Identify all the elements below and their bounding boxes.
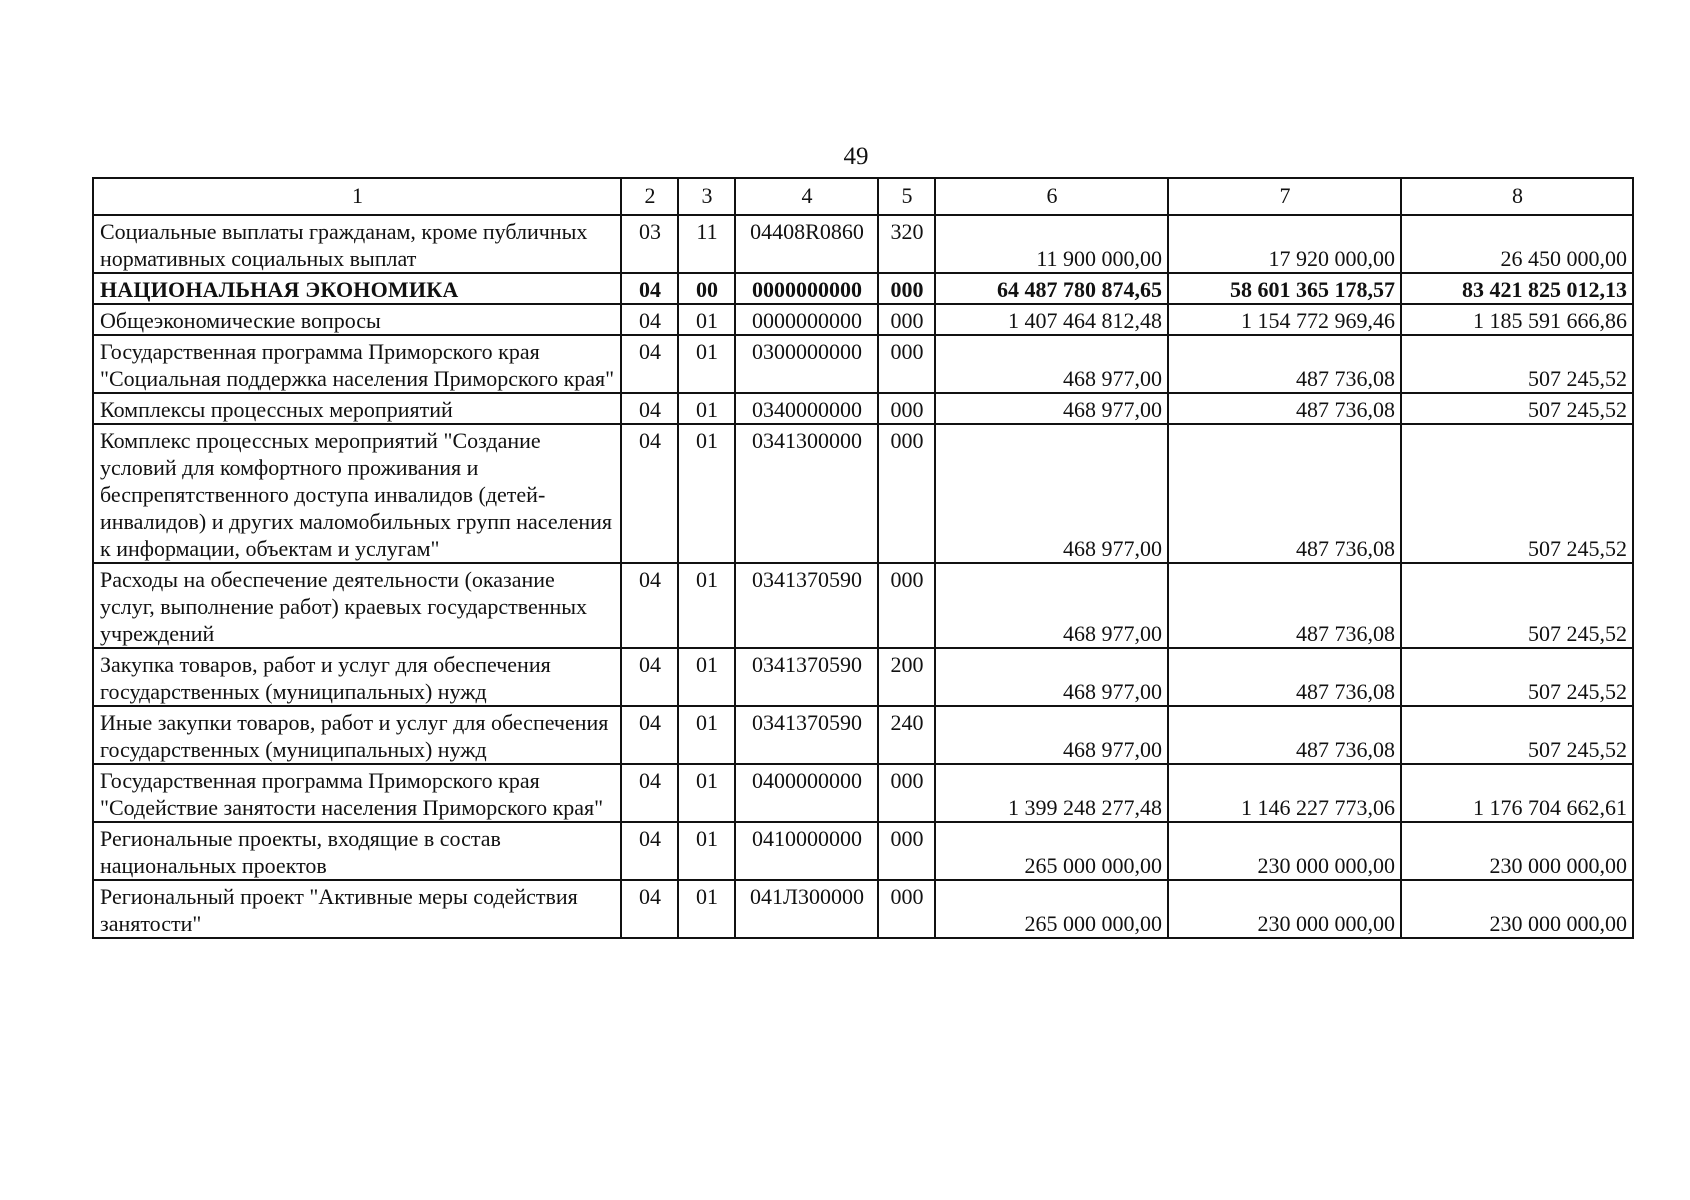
row-target-code: 0410000000 — [735, 822, 878, 880]
row-section: 04 — [621, 764, 678, 822]
row-section: 04 — [621, 335, 678, 393]
row-amount-col8: 507 245,52 — [1401, 393, 1633, 424]
row-amount-col8: 230 000 000,00 — [1401, 880, 1633, 938]
row-amount-col8: 1 176 704 662,61 — [1401, 764, 1633, 822]
row-amount-col6: 1 407 464 812,48 — [935, 304, 1168, 335]
row-amount-col7: 230 000 000,00 — [1168, 822, 1401, 880]
table-row — [93, 335, 1633, 393]
row-target-code: 0341370590 — [735, 648, 878, 706]
header-cell: 5 — [878, 178, 935, 215]
row-amount-col7: 58 601 365 178,57 — [1168, 273, 1401, 304]
row-amount-col8: 26 450 000,00 — [1401, 215, 1633, 273]
row-amount-col8: 507 245,52 — [1401, 424, 1633, 563]
table-row — [93, 215, 1633, 273]
table-row — [93, 764, 1633, 822]
row-amount-col7: 1 146 227 773,06 — [1168, 764, 1401, 822]
row-amount-col7: 17 920 000,00 — [1168, 215, 1401, 273]
header-cell: 2 — [621, 178, 678, 215]
row-subsection: 01 — [678, 424, 735, 563]
row-subsection: 01 — [678, 822, 735, 880]
table-row-section-total — [93, 273, 1633, 304]
row-target-code: 04408R0860 — [735, 215, 878, 273]
row-name: Расходы на обеспечение деятельности (оказание услуг, выполнение работ) краевых государственных учреждений — [93, 563, 621, 648]
row-target-code: 0000000000 — [735, 273, 878, 304]
header-cell: 8 — [1401, 178, 1633, 215]
row-section: 04 — [621, 648, 678, 706]
row-expense-type: 000 — [878, 335, 935, 393]
row-name: Региональные проекты, входящие в состав национальных проектов — [93, 822, 621, 880]
row-expense-type: 000 — [878, 304, 935, 335]
row-amount-col7: 487 736,08 — [1168, 563, 1401, 648]
row-amount-col6: 64 487 780 874,65 — [935, 273, 1168, 304]
table-row — [93, 424, 1633, 563]
row-amount-col8: 507 245,52 — [1401, 648, 1633, 706]
table-row — [93, 648, 1633, 706]
row-target-code: 0000000000 — [735, 304, 878, 335]
row-subsection: 01 — [678, 706, 735, 764]
row-amount-col6: 468 977,00 — [935, 706, 1168, 764]
row-name: Региональный проект "Активные меры содействия занятости" — [93, 880, 621, 938]
row-amount-col6: 468 977,00 — [935, 335, 1168, 393]
row-target-code: 041Л300000 — [735, 880, 878, 938]
row-target-code: 0341370590 — [735, 706, 878, 764]
row-subsection: 01 — [678, 393, 735, 424]
row-section: 04 — [621, 563, 678, 648]
row-amount-col7: 487 736,08 — [1168, 706, 1401, 764]
header-cell: 4 — [735, 178, 878, 215]
row-section: 04 — [621, 304, 678, 335]
row-name: Комплексы процессных мероприятий — [93, 393, 621, 424]
row-subsection: 11 — [678, 215, 735, 273]
row-target-code: 0400000000 — [735, 764, 878, 822]
row-amount-col6: 265 000 000,00 — [935, 880, 1168, 938]
row-subsection: 01 — [678, 304, 735, 335]
row-amount-col7: 487 736,08 — [1168, 424, 1401, 563]
row-expense-type: 240 — [878, 706, 935, 764]
row-name: НАЦИОНАЛЬНАЯ ЭКОНОМИКА — [93, 273, 621, 304]
row-amount-col8: 1 185 591 666,86 — [1401, 304, 1633, 335]
row-amount-col7: 487 736,08 — [1168, 393, 1401, 424]
row-section: 04 — [621, 393, 678, 424]
row-target-code: 0341370590 — [735, 563, 878, 648]
table-row — [93, 304, 1633, 335]
row-subsection: 00 — [678, 273, 735, 304]
row-subsection: 01 — [678, 335, 735, 393]
row-name: Иные закупки товаров, работ и услуг для обеспечения государственных (муниципальных) нужд — [93, 706, 621, 764]
table-row — [93, 706, 1633, 764]
header-cell: 3 — [678, 178, 735, 215]
row-expense-type: 000 — [878, 880, 935, 938]
row-amount-col7: 230 000 000,00 — [1168, 880, 1401, 938]
row-name: Закупка товаров, работ и услуг для обеспечения государственных (муниципальных) нужд — [93, 648, 621, 706]
row-name: Общеэкономические вопросы — [93, 304, 621, 335]
table-row — [93, 393, 1633, 424]
budget-table — [92, 177, 1634, 939]
row-section: 04 — [621, 822, 678, 880]
header-cell: 1 — [93, 178, 621, 215]
row-expense-type: 000 — [878, 393, 935, 424]
row-amount-col6: 11 900 000,00 — [935, 215, 1168, 273]
row-name: Государственная программа Приморского края "Содействие занятости населения Приморского края" — [93, 764, 621, 822]
row-expense-type: 200 — [878, 648, 935, 706]
row-target-code: 0341300000 — [735, 424, 878, 563]
table-row — [93, 563, 1633, 648]
row-amount-col7: 1 154 772 969,46 — [1168, 304, 1401, 335]
row-subsection: 01 — [678, 880, 735, 938]
row-expense-type: 000 — [878, 424, 935, 563]
row-amount-col8: 230 000 000,00 — [1401, 822, 1633, 880]
row-name: Социальные выплаты гражданам, кроме публичных нормативных социальных выплат — [93, 215, 621, 273]
row-section: 04 — [621, 273, 678, 304]
row-amount-col8: 507 245,52 — [1401, 335, 1633, 393]
row-name: Государственная программа Приморского края "Социальная поддержка населения Приморского края" — [93, 335, 621, 393]
row-subsection: 01 — [678, 764, 735, 822]
row-amount-col6: 468 977,00 — [935, 393, 1168, 424]
header-row — [93, 178, 1633, 215]
row-section: 04 — [621, 706, 678, 764]
row-amount-col8: 507 245,52 — [1401, 706, 1633, 764]
row-name: Комплекс процессных мероприятий "Создание условий для комфортного проживания и беспрепятственного доступа инвалидов (детей-инвалидов) и других маломобильных групп населения к информации, объектам и услугам" — [93, 424, 621, 563]
row-amount-col8: 83 421 825 012,13 — [1401, 273, 1633, 304]
row-amount-col7: 487 736,08 — [1168, 648, 1401, 706]
row-amount-col6: 1 399 248 277,48 — [935, 764, 1168, 822]
row-expense-type: 000 — [878, 764, 935, 822]
row-amount-col6: 468 977,00 — [935, 648, 1168, 706]
page-number: 49 — [843, 143, 869, 170]
header-cell: 7 — [1168, 178, 1401, 215]
row-expense-type: 320 — [878, 215, 935, 273]
row-section: 04 — [621, 880, 678, 938]
row-expense-type: 000 — [878, 822, 935, 880]
row-amount-col7: 487 736,08 — [1168, 335, 1401, 393]
row-amount-col6: 468 977,00 — [935, 563, 1168, 648]
row-target-code: 0340000000 — [735, 393, 878, 424]
row-amount-col6: 468 977,00 — [935, 424, 1168, 563]
row-subsection: 01 — [678, 563, 735, 648]
row-amount-col8: 507 245,52 — [1401, 563, 1633, 648]
row-amount-col6: 265 000 000,00 — [935, 822, 1168, 880]
row-subsection: 01 — [678, 648, 735, 706]
row-section: 04 — [621, 424, 678, 563]
row-expense-type: 000 — [878, 273, 935, 304]
table-row — [93, 822, 1633, 880]
table-row — [93, 880, 1633, 938]
row-target-code: 0300000000 — [735, 335, 878, 393]
header-cell: 6 — [935, 178, 1168, 215]
row-section: 03 — [621, 215, 678, 273]
row-expense-type: 000 — [878, 563, 935, 648]
